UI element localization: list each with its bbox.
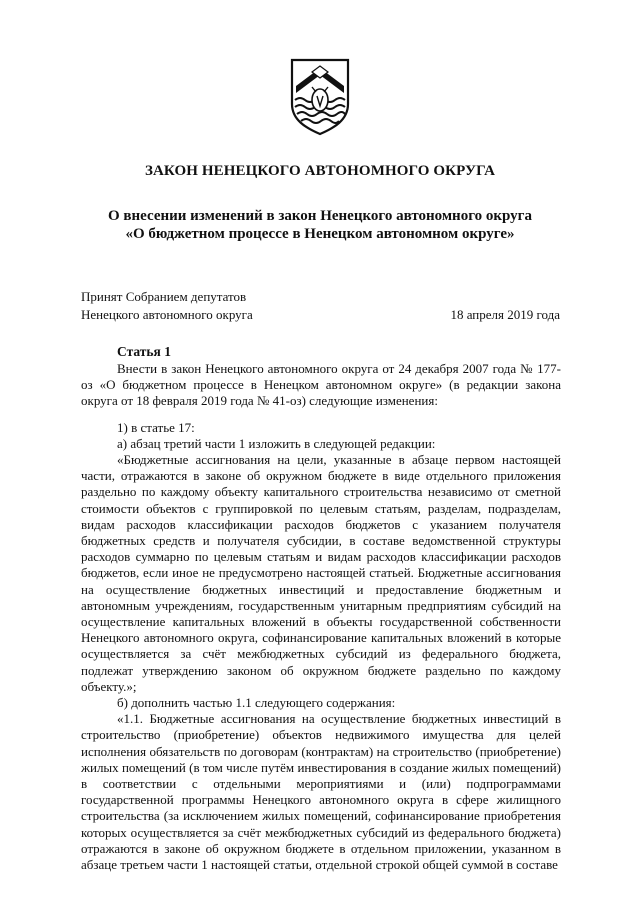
adoption-note: [81, 288, 253, 324]
paragraph-quote-2: «1.1. Бюджетные ассигнования на осуществление бюджетных инвестиций в строительство (приобретение) объектов недвижимого имущества для целей исполнения обязательств по договорам (контрактам) на строительство (приобретение) жилых помещений (в том числе путём инвестирования в создание жилых помещений) в соответствии с отдельными мероприятиями и (или) подпрограммами государственной программы Ненецкого автономного округа в сфере жилищного строительства (за исключением жилых помещений, софинансирование приобретения которых осуществляется за счёт межбюджетных субсидий из федерального бюджета) отражаются в законе об окружном бюджете в отдельном приложении, указанном в абзаце третьем части 1 настоящей статьи, отдельной строкой общей суммой в составе: [81, 711, 561, 873]
paragraph-quote-1: «Бюджетные ассигнования на цели, указанные в абзаце первом настоящей части, отражаются в законе об окружном бюджете в виде отдельного приложения раздельно по каждому объекту капитального строительства независимо от сметной стоимости объектов с группировкой по целевым статьям, разделам, подразделам, видам расходов классификации расходов бюджетов с указанием получателя бюджетных средств и получателя субсидии, в составе ведомственной структуры расходов суммарно по целевым статьям и видам расходов классификации расходов бюджетов, если иное не предусмотрено настоящей статьей. Бюджетные ассигнования на осуществление бюджетных инвестиций и предоставление бюджетным и автономным учреждениям, государственным унитарным предприятиям субсидий на осуществление капитальных вложений в объекты государственной собственности Ненецкого автономного округа, софинансирование капитальных вложений в которые осуществляется за счёт межбюджетных субсидий из федерального бюджета, подлежат утверждению законом об окружном бюджете раздельно по каждому объекту.»;: [81, 452, 561, 694]
document-subtitle: [0, 207, 640, 243]
paragraph-item-b: б) дополнить частью 1.1 следующего содержания:: [117, 695, 396, 711]
adoption-date: 18 апреля 2019 года: [450, 307, 560, 322]
coat-of-arms-emblem: [288, 56, 352, 138]
paragraph-item-a: а) абзац третий части 1 изложить в следующей редакции:: [117, 435, 436, 451]
subtitle-line-2: «О бюджетном процессе в Ненецком автономном округе»: [125, 226, 515, 242]
document-title: ЗАКОН НЕНЕЦКОГО АВТОНОМНОГО ОКРУГА: [144, 163, 496, 179]
article-body: [81, 361, 561, 873]
article-heading: Статья 1: [117, 344, 171, 359]
adoption-line-2: Ненецкого автономного округа: [81, 307, 253, 322]
paragraph-item-1: 1) в статье 17:: [117, 419, 195, 435]
adoption-line-1: Принят Собранием депутатов: [81, 289, 247, 304]
paragraph-intro: Внести в закон Ненецкого автономного округа от 24 декабря 2007 года № 177-оз «О бюджетном процессе в Ненецком автономном округе» (в редакции закона округа от 18 февраля 2019 года № 41-оз) следующие изменения:: [81, 361, 561, 409]
subtitle-line-1: О внесении изменений в закон Ненецкого автономного округа: [107, 208, 532, 224]
